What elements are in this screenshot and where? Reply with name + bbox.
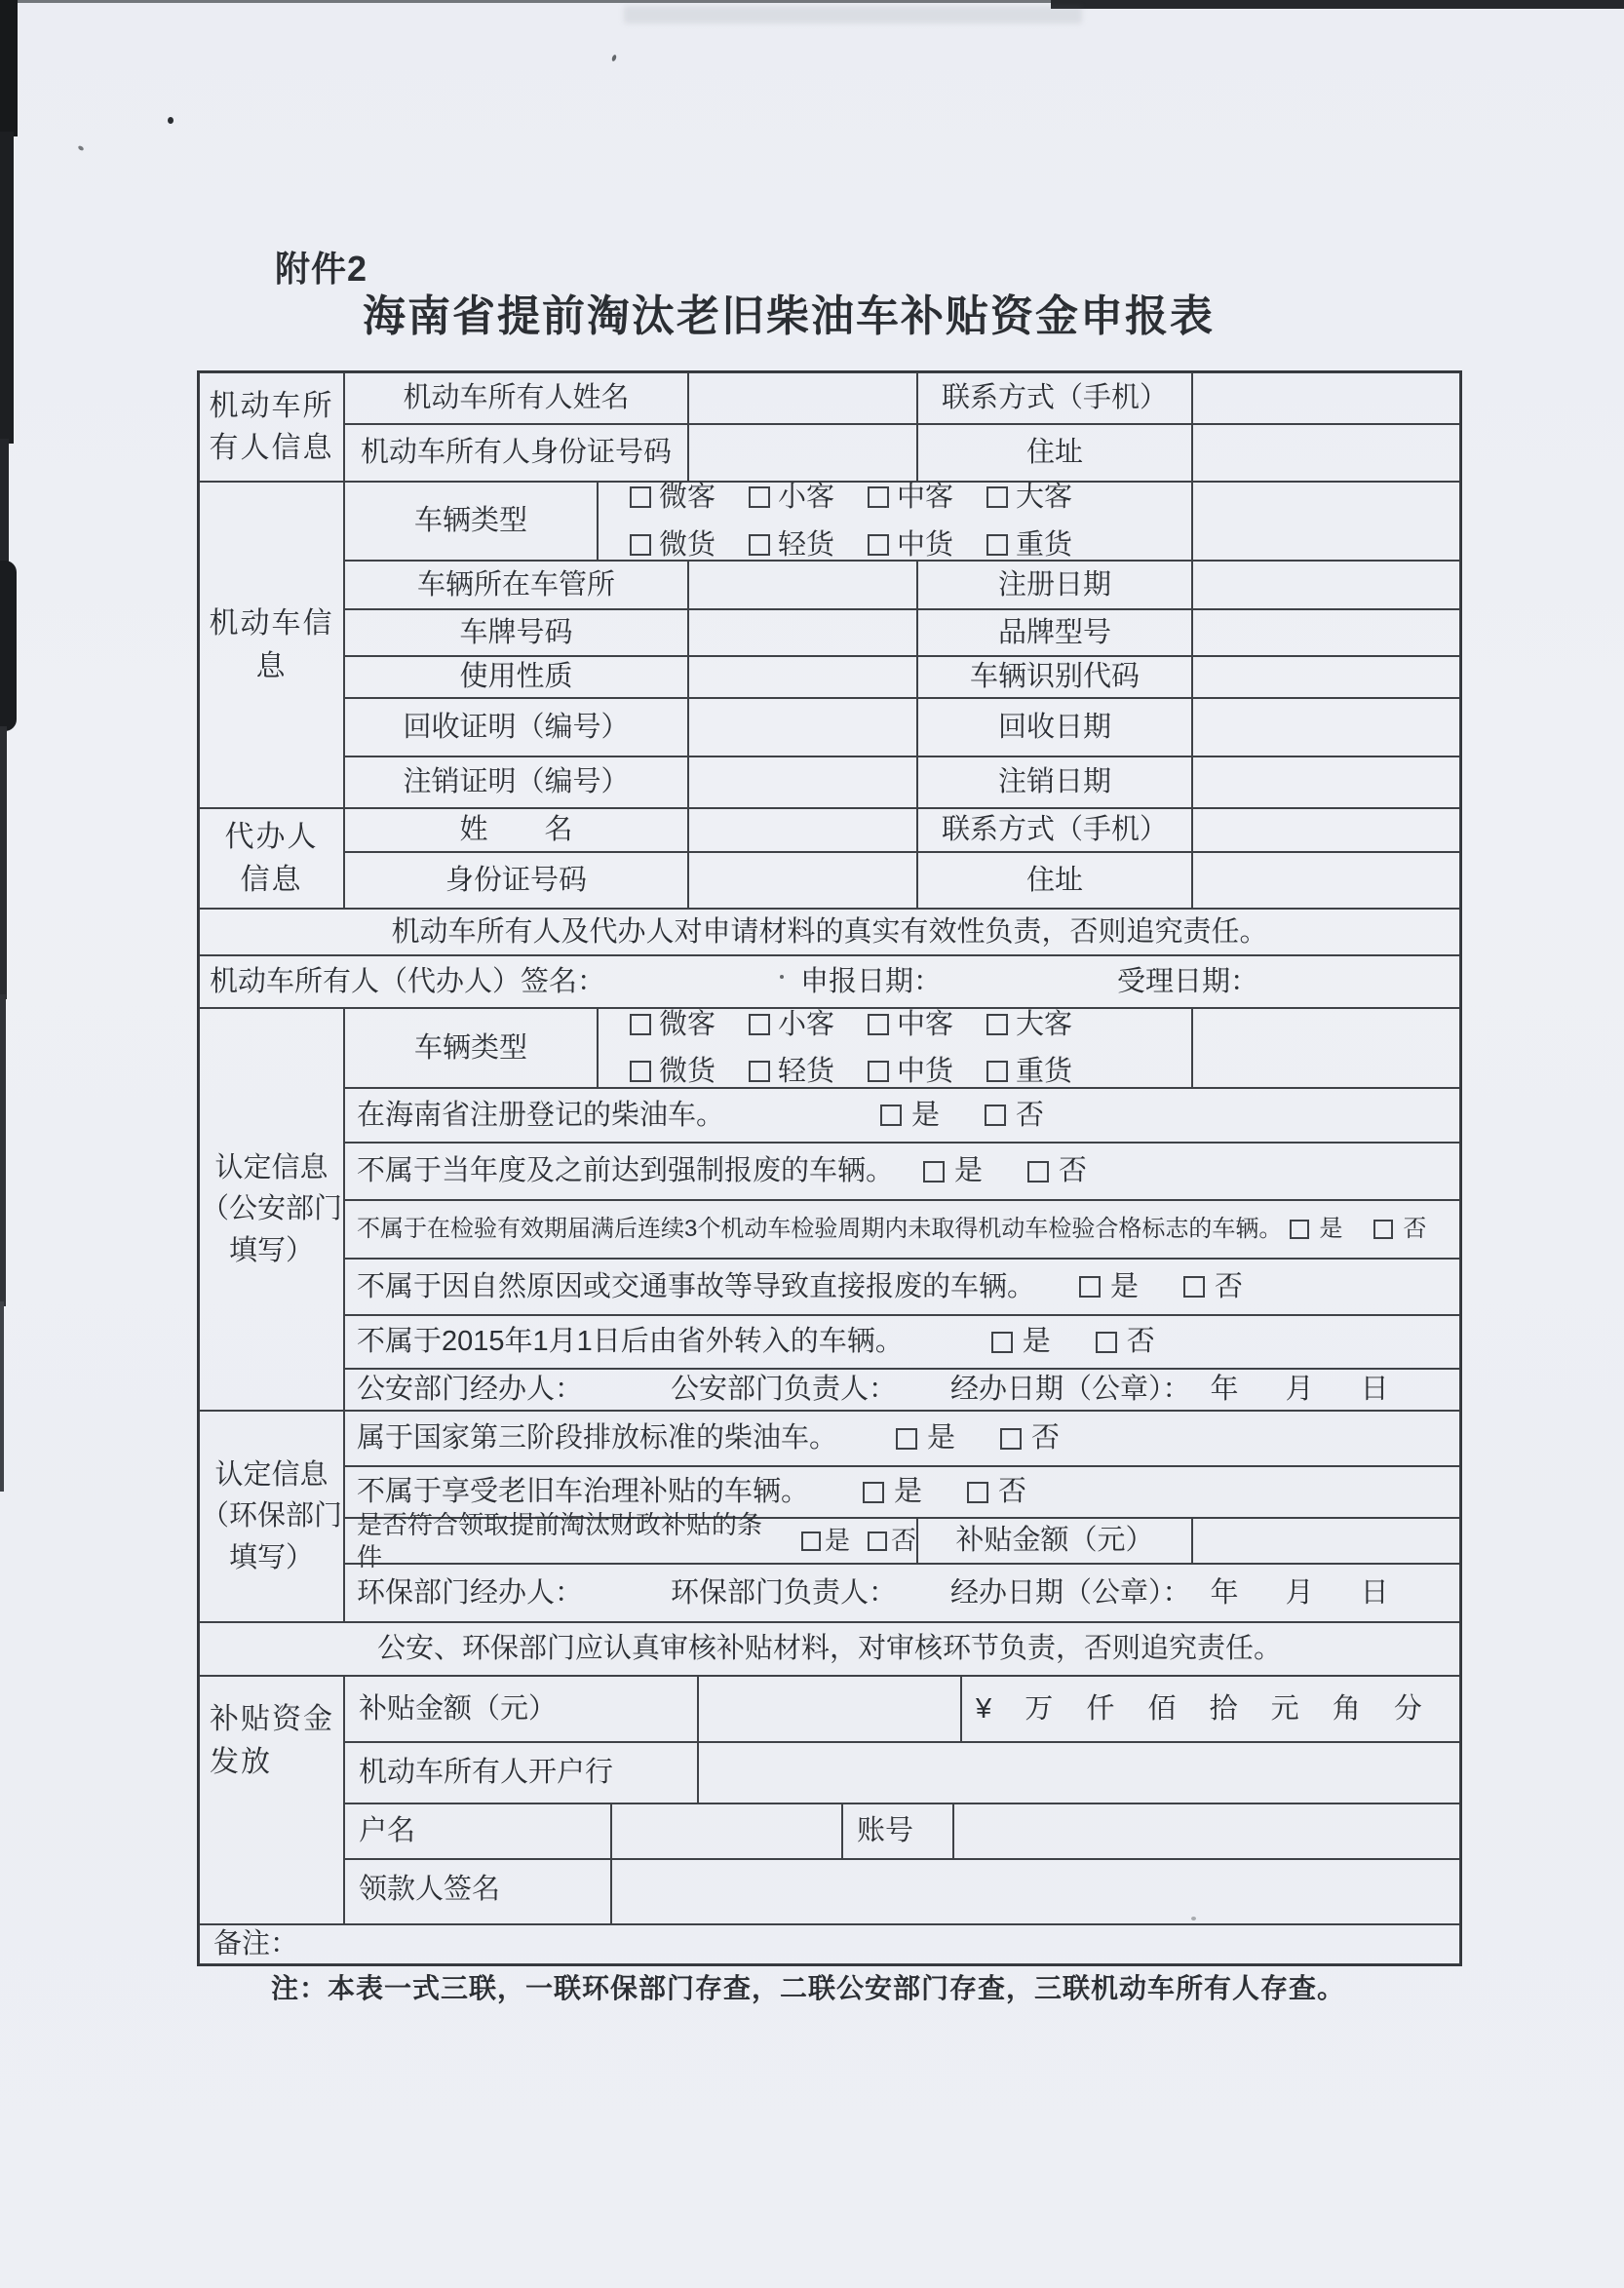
section-owner-info: 机动车所 有人信息 — [199, 372, 344, 482]
checkbox-no-icon — [985, 1105, 1006, 1126]
section-vehicle-info: 机动车信 息 — [199, 482, 344, 808]
checkbox-light-truck: 轻货 — [749, 1054, 834, 1089]
application-form-table — [197, 370, 1462, 1966]
police-statement-3: 不属于在检验有效期届满后连续3个机动车检验周期内未取得机动车检验合格标志的车辆。 是 否 — [344, 1200, 1460, 1259]
agent-address-label: 住址 — [917, 852, 1192, 909]
checkbox-yes-icon — [801, 1532, 821, 1551]
police-vehicle-type-extra-cell — [1192, 1008, 1460, 1088]
section-env-confirmation: 认定信息 （环保部门 填写） — [199, 1411, 344, 1622]
police-vehicle-type-label: 车辆类型 — [344, 1008, 598, 1088]
checkbox-icon — [749, 486, 770, 508]
scan-speck-3 — [611, 55, 617, 62]
checkbox-medium-truck: 中货 — [868, 1054, 953, 1089]
checkbox-icon — [986, 1014, 1008, 1035]
checkbox-micro-truck: 微货 — [630, 527, 715, 562]
year-label: 年 — [1210, 1374, 1239, 1406]
unit-shi: 拾 — [1209, 1692, 1238, 1725]
recycle-date-label: 回收日期 — [917, 698, 1192, 756]
agent-name-value — [688, 808, 917, 852]
account-no-value — [953, 1803, 1460, 1859]
checkbox-icon — [986, 534, 1008, 556]
env-subsidy-amount-value — [1192, 1518, 1460, 1564]
checkbox-small-bus: 小客 — [749, 1007, 834, 1042]
env-eligibility-cell: 是否符合领取提前淘汰财政补贴的条件 是 否 — [344, 1518, 917, 1564]
month-label: 月 — [1285, 1374, 1314, 1406]
unit-yuan: 元 — [1270, 1692, 1299, 1725]
payout-amount-label: 补贴金额（元） — [344, 1676, 698, 1742]
attachment-label: 附件2 — [275, 249, 368, 289]
checkbox-icon — [868, 1014, 889, 1035]
police-date-label: 经办日期（公章）： — [950, 1374, 1191, 1406]
checkbox-heavy-truck: 重货 — [986, 1054, 1072, 1089]
owner-address-value — [1192, 424, 1460, 482]
recycle-cert-label: 回收证明（编号） — [344, 698, 688, 756]
checkbox-no-icon — [967, 1482, 988, 1503]
checkbox-icon — [868, 486, 889, 508]
checkbox-yes-icon — [880, 1105, 902, 1126]
register-date-value — [1192, 561, 1460, 609]
checkbox-medium-truck: 中货 — [868, 527, 953, 562]
account-name-label: 户名 — [344, 1803, 611, 1859]
police-vehicle-type-options — [598, 1008, 1192, 1088]
checkbox-icon — [749, 1061, 770, 1082]
unit-fen: 分 — [1393, 1692, 1422, 1725]
police-manager-label: 公安部门负责人： — [671, 1374, 898, 1406]
declaration-row: 机动车所有人及代办人对申请材料的真实有效性负责，否则追究责任。 — [199, 909, 1460, 955]
review-note-row: 公安、环保部门应认真审核补贴材料，对审核环节负责，否则追究责任。 — [199, 1622, 1460, 1676]
owner-contact-label: 联系方式（手机） — [917, 372, 1192, 424]
section-agent-info: 代办人 信息 — [199, 808, 344, 909]
apply-date-label: 申报日期： — [800, 965, 943, 997]
scan-smudge-top — [624, 6, 1082, 23]
police-statement-5: 不属于2015年1月1日后由省外转入的车辆。 是 否 — [344, 1315, 1460, 1369]
vehicle-type-extra-cell — [1192, 482, 1460, 561]
section-payout: 补贴资金 发放 — [199, 1676, 344, 1924]
owner-name-label: 机动车所有人姓名 — [344, 372, 688, 424]
police-operator-label: 公安部门经办人： — [357, 1374, 584, 1406]
owner-address-label: 住址 — [917, 424, 1192, 482]
checkbox-light-truck: 轻货 — [749, 527, 834, 562]
env-manager-label: 环保部门负责人： — [671, 1576, 898, 1609]
currency-symbol: ¥ — [976, 1692, 992, 1725]
register-date-label: 注册日期 — [917, 561, 1192, 609]
checkbox-icon — [868, 1061, 889, 1082]
checkbox-no-icon — [1183, 1276, 1205, 1298]
checkbox-no-icon — [1373, 1220, 1393, 1239]
usage-label: 使用性质 — [344, 656, 688, 698]
scan-edge-left-2 — [0, 132, 14, 444]
scan-edge-left-3 — [0, 439, 9, 570]
recycle-cert-value — [688, 698, 917, 756]
env-date-label: 经办日期（公章）： — [950, 1576, 1191, 1609]
checkbox-large-bus: 大客 — [986, 480, 1072, 515]
agent-id-label: 身份证号码 — [344, 852, 688, 909]
owner-id-label: 机动车所有人身份证号码 — [344, 424, 688, 482]
checkbox-icon — [630, 486, 651, 508]
scan-speck-2 — [77, 145, 84, 152]
footer-note: 注：本表一式三联，一联环保部门存查，二联公安部门存查，三联机动车所有人存查。 — [271, 1973, 1346, 2003]
checkbox-icon — [630, 1061, 651, 1082]
owner-id-value — [688, 424, 917, 482]
checkbox-micro-bus: 微客 — [630, 480, 715, 515]
checkbox-icon — [868, 534, 889, 556]
agent-address-value — [1192, 852, 1460, 909]
checkbox-yes-icon — [1290, 1220, 1309, 1239]
env-statement-1: 属于国家第三阶段排放标准的柴油车。 是 否 — [344, 1411, 1460, 1466]
agent-name-label: 姓 名 — [344, 808, 688, 852]
checkbox-large-bus: 大客 — [986, 1007, 1072, 1042]
year-label: 年 — [1210, 1576, 1239, 1609]
scan-edge-left-6 — [0, 994, 6, 1306]
police-operator-row — [344, 1369, 1460, 1411]
account-no-label: 账号 — [842, 1803, 953, 1859]
section-police-confirmation: 认定信息 （公安部门 填写） — [199, 1008, 344, 1411]
env-operator-row — [344, 1564, 1460, 1622]
checkbox-icon — [749, 1014, 770, 1035]
recycle-date-value — [1192, 698, 1460, 756]
checkbox-micro-truck: 微货 — [630, 1054, 715, 1089]
checkbox-heavy-truck: 重货 — [986, 527, 1072, 562]
checkbox-yes-icon — [1079, 1276, 1101, 1298]
signature-row — [199, 955, 1460, 1008]
vin-value — [1192, 656, 1460, 698]
plate-value — [688, 609, 917, 656]
checkbox-icon — [630, 1014, 651, 1035]
checkbox-icon — [749, 534, 770, 556]
police-statement-4: 不属于因自然原因或交通事故等导致直接报废的车辆。 是 否 — [344, 1259, 1460, 1315]
police-statement-1: 在海南省注册登记的柴油车。 是 否 — [344, 1088, 1460, 1143]
deregister-cert-value — [688, 756, 917, 808]
account-name-value — [611, 1803, 842, 1859]
scan-speck-1 — [168, 117, 174, 124]
checkbox-no-icon — [1027, 1161, 1049, 1183]
remark-row: 备注： — [199, 1924, 1460, 1964]
owner-contact-value — [1192, 372, 1460, 424]
checkbox-icon — [630, 534, 651, 556]
unit-bai: 佰 — [1147, 1692, 1177, 1725]
scan-edge-left-1 — [0, 0, 18, 136]
unit-wan: 万 — [1025, 1692, 1054, 1725]
payout-amount-value — [698, 1676, 961, 1742]
checkbox-yes-icon — [863, 1482, 884, 1503]
payout-currency-units — [961, 1676, 1460, 1742]
payout-bank-value — [698, 1742, 1460, 1803]
checkbox-yes-icon — [923, 1161, 945, 1183]
checkbox-micro-bus: 微客 — [630, 1007, 715, 1042]
dmv-label: 车辆所在车管所 — [344, 561, 688, 609]
payee-sign-label: 领款人签名 — [344, 1859, 611, 1924]
unit-qian: 仟 — [1086, 1692, 1115, 1725]
vehicle-type-label: 车辆类型 — [344, 482, 598, 561]
vin-label: 车辆识别代码 — [917, 656, 1192, 698]
checkbox-no-icon — [868, 1532, 887, 1551]
scan-edge-left-5 — [0, 726, 7, 999]
month-label: 月 — [1285, 1576, 1314, 1609]
unit-jiao: 角 — [1332, 1692, 1361, 1725]
payout-bank-label: 机动车所有人开户行 — [344, 1742, 698, 1803]
accept-date-label: 受理日期： — [1117, 965, 1259, 997]
deregister-date-value — [1192, 756, 1460, 808]
scan-edge-top-right — [1051, 0, 1624, 9]
deregister-date-label: 注销日期 — [917, 756, 1192, 808]
env-subsidy-amount-label: 补贴金额（元） — [917, 1518, 1192, 1564]
checkbox-small-bus: 小客 — [749, 480, 834, 515]
checkbox-yes-icon — [991, 1332, 1013, 1353]
env-statement-2: 不属于享受老旧车治理补贴的车辆。 是 否 — [344, 1466, 1460, 1518]
day-label: 日 — [1360, 1374, 1389, 1406]
checkbox-yes-icon — [896, 1428, 917, 1450]
vehicle-type-options — [598, 482, 1192, 561]
checkbox-medium-bus: 中客 — [868, 480, 953, 515]
agent-id-value — [688, 852, 917, 909]
dmv-value — [688, 561, 917, 609]
police-statement-2: 不属于当年度及之前达到强制报废的车辆。 是 否 — [344, 1143, 1460, 1200]
owner-sign-label: 机动车所有人（代办人）签名： — [210, 965, 606, 997]
day-label: 日 — [1360, 1576, 1389, 1609]
agent-contact-label: 联系方式（手机） — [917, 808, 1192, 852]
checkbox-icon — [986, 486, 1008, 508]
usage-value — [688, 656, 917, 698]
scan-edge-left-4 — [0, 561, 17, 731]
payee-sign-value — [611, 1859, 1460, 1924]
scan-edge-left-7 — [0, 1301, 4, 1492]
deregister-cert-label: 注销证明（编号） — [344, 756, 688, 808]
page-title: 海南省提前淘汰老旧柴油车补贴资金申报表 — [363, 292, 1215, 340]
agent-contact-value — [1192, 808, 1460, 852]
checkbox-no-icon — [1096, 1332, 1117, 1353]
checkbox-medium-bus: 中客 — [868, 1007, 953, 1042]
brand-value — [1192, 609, 1460, 656]
env-operator-label: 环保部门经办人： — [357, 1576, 584, 1609]
checkbox-icon — [986, 1061, 1008, 1082]
brand-label: 品牌型号 — [917, 609, 1192, 656]
owner-name-value — [688, 372, 917, 424]
checkbox-no-icon — [1000, 1428, 1022, 1450]
plate-label: 车牌号码 — [344, 609, 688, 656]
